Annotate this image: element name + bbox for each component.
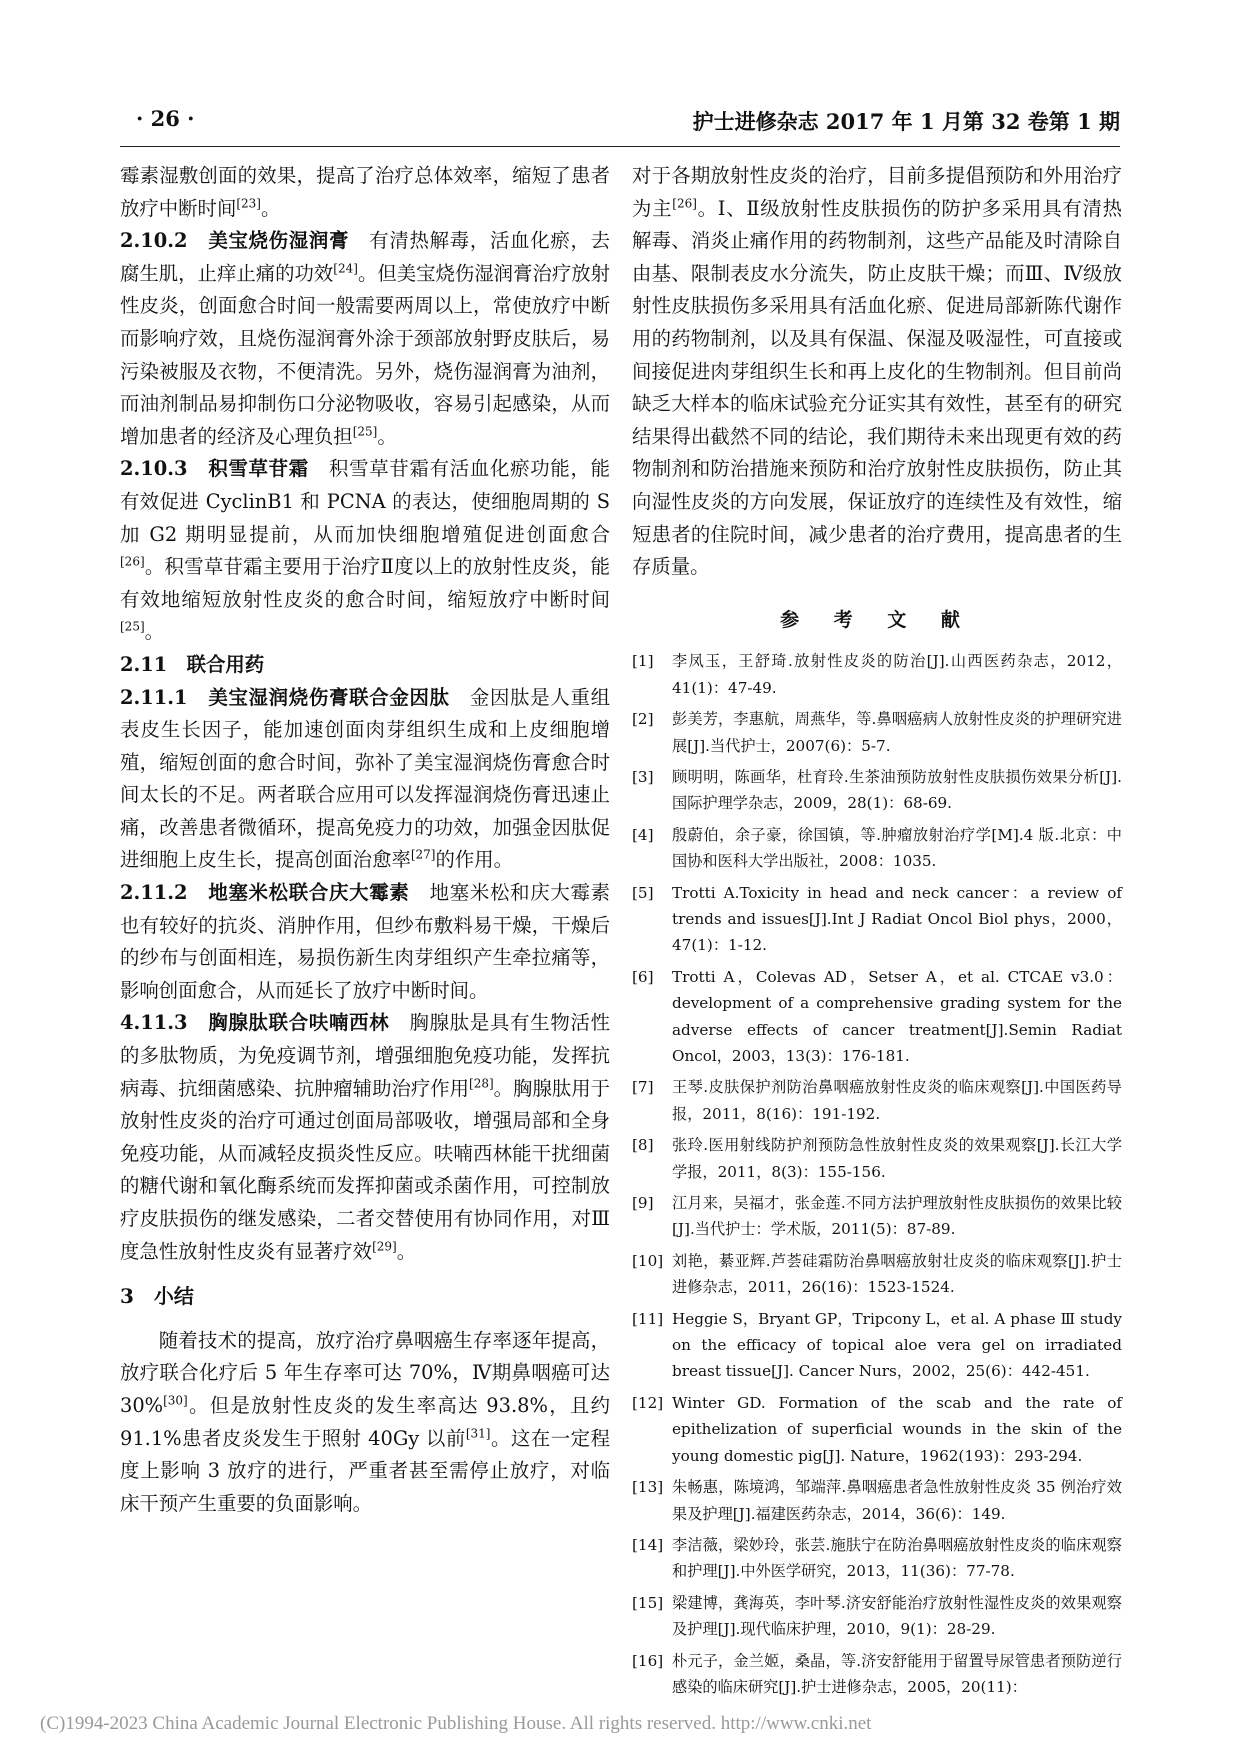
reference-item (632, 764, 1122, 817)
reference-item (632, 1474, 1122, 1527)
reference-item (632, 1306, 1122, 1385)
reference-text: 梁建博，龚海英，李叶琴.济安舒能治疗放射性湿性皮炎的效果观察及护理[J].现代临床护理，2010，9(1)：28-29. (672, 1593, 1122, 1639)
reference-number: [12] (632, 1393, 664, 1412)
reference-text: 王琴.皮肤保护剂防治鼻咽癌放射性皮炎的临床观察[J].中国医药导报，2011，8(16)：191-192. (672, 1078, 1122, 1123)
subsection-2-10-3: 2.10.3 积雪草苷霜 积雪草苷霜有活血化瘀功能，能有效促进 CyclinB1 和 PCNA 的表达，使细胞周期的 S 加 G2 期明显提前，从而加快细胞增殖促进创面愈合[26]。积雪草苷霜主要用于治疗Ⅱ度以上的放射性皮炎，能有效地缩短放射性皮炎的愈合时间，缩短放疗中断时间[25]。 (120, 457, 610, 644)
reference-number: [16] (632, 1651, 664, 1670)
reference-text: Winter GD. Formation of the scab and the rate of epithelization of superficial wounds in the skin of the young domestic pig[J]. Nature，1962(193)：293-294. (672, 1393, 1122, 1465)
reference-number: [3] (632, 767, 654, 786)
subsection-heading: 4.11.3 胸腺肽联合呋喃西林 (120, 1011, 390, 1035)
citation[interactable]: [23] (236, 196, 261, 211)
reference-number: [8] (632, 1136, 654, 1155)
citation[interactable]: [27] (410, 848, 436, 862)
subsection-heading: 2.10.2 美宝烧伤湿润膏 (120, 229, 350, 253)
reference-item (632, 880, 1122, 959)
reference-number: [14] (632, 1535, 664, 1554)
header-rule (120, 146, 1120, 147)
paragraph: 对于各期放射性皮炎的治疗，目前多提倡预防和外用治疗为主[26]。Ⅰ、Ⅱ级放射性皮肤损伤的防护多采用具有清热解毒、消炎止痛作用的药物制剂，这些产品能及时清除自由基、限制表皮水分流失，防止皮肤干燥；而Ⅲ、Ⅳ级放射性皮肤损伤多采用具有活血化瘀、促进局部新陈代谢作用的药物制剂，以及具有保温、保湿及吸湿性，可直接或间接促进肉芽组织生长和再上皮化的生物制剂。但目前尚缺乏大样本的临床试验充分证实其有效性，甚至有的研究结果得出截然不同的结论，我们期待未来出现更有效的药物制剂和防治措施来预防和治疗放射性皮肤损伤，防止其向湿性皮炎的方向发展，保证放疗的连续性及有效性，缩短患者的住院时间，减少患者的治疗费用，提高患者的生存质量。 (632, 164, 1123, 579)
citation[interactable]: [24] (333, 261, 358, 276)
summary-paragraph: 随着技术的提高，放疗治疗鼻咽癌生存率逐年提高，放疗联合化疗后 5 年生存率可达 70%，Ⅳ期鼻咽癌可达 30%[30]。但是放射性皮炎的发生率高达 93.8%，且约 91.1%患者皮炎发生于照射 40Gy 以前[31]。这在一定程度上影响 3 放疗的进行，严重者甚至需停止放疗，对临床干预产生重要的负面影响。 (120, 1328, 610, 1515)
reference-text: 江月来，吴福才，张金莲.不同方法护理放射性皮肤损伤的效果比较[J].当代护士：学术版，2011(5)：87-89. (672, 1194, 1122, 1239)
reference-number: [10] (632, 1251, 664, 1270)
reference-number: [13] (632, 1478, 664, 1497)
left-column (120, 160, 610, 1520)
reference-number: [11] (632, 1309, 664, 1328)
reference-item (632, 1532, 1122, 1585)
section-heading-2-11: 2.11 联合用药 (120, 652, 265, 676)
reference-item (632, 1248, 1122, 1301)
citation[interactable]: [30] (163, 1393, 188, 1408)
reference-text: 李洁薇，梁妙玲，张芸.施肤宁在防治鼻咽癌放射性皮炎的临床观察和护理[J].中外医学研究，2013，11(36)：77-78. (672, 1535, 1122, 1581)
reference-item (632, 1132, 1122, 1185)
subsection-heading: 2.11.2 地塞米松联合庆大霉素 (120, 881, 410, 905)
page-number: · 26 · (136, 106, 195, 131)
reference-text: 彭美芳，李惠航，周燕华，等.鼻咽癌病人放射性皮炎的护理研究进展[J].当代护士，2007(6)：5-7. (672, 710, 1122, 755)
reference-number: [2] (632, 710, 654, 729)
reference-text: 张玲.医用射线防护剂预防急性放射性皮炎的效果观察[J].长江大学学报，2011，8(3)：155-156. (672, 1136, 1122, 1181)
subsection-2-11-1: 2.11.1 美宝湿润烧伤膏联合金因肽 金因肽是人重组表皮生长因子，能加速创面肉芽组织生成和上皮细胞增殖，缩短创面的愈合时间，弥补了美宝湿润烧伤膏愈合时间太长的不足。两者联合应用可以发挥湿润烧伤膏迅速止痛，改善患者微循环，提高免疫力的功效，加强金因肽促进细胞上皮生长，提高创面治愈率[27]的作用。 (120, 685, 610, 872)
copyright-footer: (C)1994-2023 China Academic Journal Electronic Publishing House. All rights reserved. http://www.cnki.net (40, 1713, 872, 1734)
reference-number: [9] (632, 1194, 654, 1213)
citation[interactable]: [26] (120, 554, 145, 569)
reference-number: [15] (632, 1593, 664, 1612)
subsection-2-10-2: 2.10.2 美宝烧伤湿润膏 有清热解毒，活血化瘀，去腐生肌，止痒止痛的功效[24]。但美宝烧伤湿润膏治疗放射性皮炎，创面愈合时间一般需要两周以上，常使放疗中断而影响疗效，且烧伤湿润膏外涂于颈部放射野皮肤后，易污染被服及衣物，不便清洗。另外，烧伤湿润膏为油剂，而油剂制品易抑制伤口分泌物吸收，容易引起感染，从而增加患者的经济及心理负担[25]。 (120, 229, 611, 448)
citation[interactable]: [29] (372, 1239, 397, 1254)
running-header (120, 106, 1120, 136)
citation[interactable]: [25] (352, 424, 378, 439)
subsection-2-11-2: 2.11.2 地塞米松联合庆大霉素 地塞米松和庆大霉素也有较好的抗炎、消肿作用，但纱布敷料易干燥，干燥后的纱布与创面相连，易损伤新生肉芽组织产生牵拉痛等，影响创面愈合，从而延长了放疗中断时间。 (120, 881, 610, 1002)
journal-issue: 护士进修杂志 2017 年 1 月第 32 卷第 1 期 (692, 109, 1120, 134)
reference-item (632, 822, 1122, 875)
section-heading-summary: 3 小结 (120, 1284, 194, 1309)
reference-text: 刘艳，綦亚辉.芦荟硅霜防治鼻咽癌放射壮皮炎的临床观察[J].护士进修杂志，2011，26(16)：1523-1524. (672, 1251, 1122, 1297)
reference-number: [7] (632, 1078, 654, 1097)
reference-item (632, 706, 1122, 759)
right-column (632, 160, 1122, 1705)
reference-text: 殷蔚伯，余子豪，徐国镇，等.肿瘤放射治疗学[M].4 版.北京：中国协和医科大学出版社，2008：1035. (672, 825, 1122, 871)
citation[interactable]: [28] (469, 1076, 494, 1091)
reference-item (632, 1074, 1122, 1127)
references-heading: 参 考 文 献 (780, 608, 974, 631)
reference-text: 朴元子，金兰姬，桑晶，等.济安舒能用于留置导尿管患者预防逆行感染的临床研究[J].护士进修杂志，2005，20(11)： (672, 1651, 1122, 1696)
reference-item (632, 1190, 1122, 1243)
reference-item (632, 1390, 1122, 1469)
reference-text: Trotti A.Toxicity in head and neck cancer：a review of trends and issues[J].Int J Radiat Oncol Biol phys，2000，47(1)：1-12. (672, 883, 1122, 955)
reference-number: [5] (632, 883, 654, 902)
reference-number: [6] (632, 967, 654, 986)
paragraph: 霉素湿敷创面的效果，提高了治疗总体效率，缩短了患者放疗中断时间[23]。 (120, 164, 610, 220)
reference-number: [4] (632, 825, 654, 844)
citation[interactable]: [25] (120, 619, 145, 634)
subsection-4-11-3: 4.11.3 胸腺肽联合呋喃西林 胸腺肽是具有生物活性的多肽物质，为免疫调节剂，增强细胞免疫功能，发挥抗病毒、抗细菌感染、抗肿瘤辅助治疗作用[28]。胸腺肽用于放射性皮炎的治疗可通过创面局部吸收，增强局部和全身免疫功能，从而减轻皮损炎性反应。呋喃西林能干扰细菌的糖代谢和氧化酶系统而发挥抑菌或杀菌作用，可控制放疗皮肤损伤的继发感染，二者交替使用有协同作用，对Ⅲ度急性放射性皮炎有显著疗效[29]。 (120, 1011, 611, 1263)
reference-list (632, 648, 1122, 1700)
reference-item (632, 1648, 1122, 1701)
reference-text: Trotti A，Colevas AD，Setser A，et al. CTCAE v3.0：development of a comprehensive grading system for the adverse effects of cancer treatment[J].Semin Radiat Oncol，2003，13(3)：176-181. (672, 967, 1122, 1065)
subsection-heading: 2.10.3 积雪草苷霜 (120, 457, 309, 481)
reference-item (632, 648, 1122, 701)
reference-text: 顾明明，陈画华，杜育玲.生茶油预防放射性皮肤损伤效果分析[J].国际护理学杂志，2009，28(1)：68-69. (672, 767, 1122, 813)
reference-item (632, 964, 1122, 1070)
citation[interactable]: [26] (672, 196, 697, 211)
reference-text: 朱畅惠，陈境鸿，邹端萍.鼻咽癌患者急性放射性皮炎 35 例治疗效果及护理[J].福建医药杂志，2014，36(6)：149. (672, 1478, 1122, 1523)
reference-text: 李凤玉，王舒琦.放射性皮炎的防治[J].山西医药杂志，2012，41(1)：47-49. (672, 652, 1122, 697)
subsection-heading: 2.11.1 美宝湿润烧伤膏联合金因肽 (120, 685, 450, 709)
reference-text: Heggie S，Bryant GP，Tripcony L，et al. A phase Ⅲ study on the efficacy of topical aloe vera gel on irradiated breast tissue[J]. Cancer Nurs，2002，25(6)：442-451. (672, 1309, 1122, 1381)
citation[interactable]: [31] (465, 1426, 491, 1441)
reference-number: [1] (632, 652, 654, 671)
reference-item (632, 1590, 1122, 1643)
